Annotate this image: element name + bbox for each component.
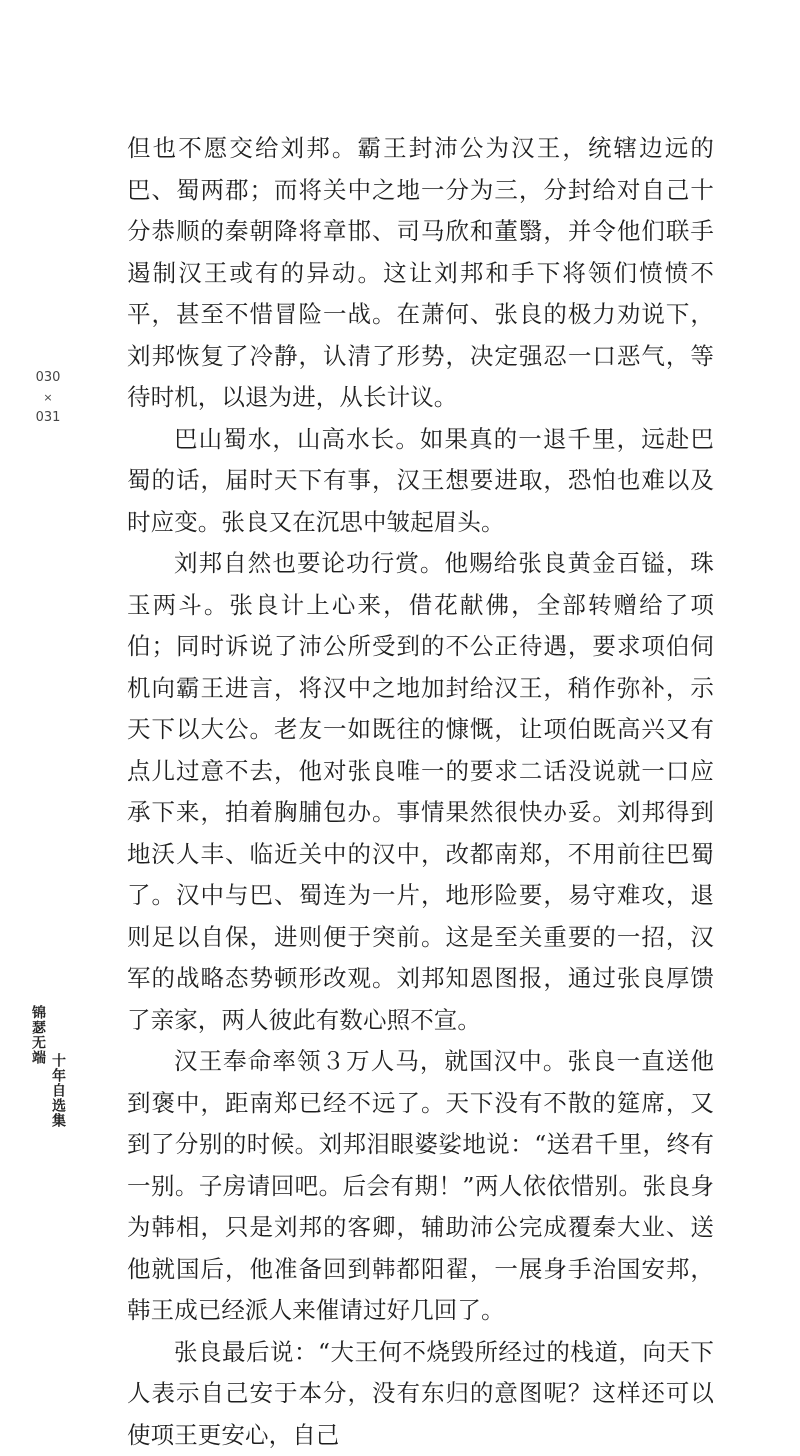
- paragraph: 刘邦自然也要论功行赏。他赐给张良黄金百镒，珠玉两斗。张良计上心来，借花献佛，全部转赠给了项伯；同时诉说了沛公所受到的不公正待遇，要求项伯伺机向霸王进言，将汉中之地加封给汉王，稍作弥补，示天下以大公。老友一如既往的慷慨，让项伯既高兴又有点儿过意不去，他对张良唯一的要求二话没说就一口应承下来，拍着胸脯包办。事情果然很快办妥。刘邦得到地沃人丰、临近关中的汉中，改都南郑，不用前往巴蜀了。汉中与巴、蜀连为一片，地形险要，易守难攻，退则足以自保，进则便于突前。这是至关重要的一招，汉军的战略态势顿形改观。刘邦知恩图报，通过张良厚馈了亲家，两人彼此有数心照不宣。: [127, 543, 714, 1041]
- page-number: [28, 368, 68, 428]
- paragraph: 张良最后说：“大王何不烧毁所经过的栈道，向天下人表示自己安于本分，没有东归的意图呢？这样还可以使项王更安心，自己: [127, 1332, 714, 1456]
- body-text: [127, 128, 714, 1456]
- book-subtitle: 十年自选集: [50, 1053, 65, 1128]
- page-number-separator: ×: [28, 388, 68, 408]
- page-number-left: 030: [28, 368, 68, 388]
- paragraph: 汉王奉命率领３万人马，就国汉中。张良一直送他到褒中，距南郑已经不远了。天下没有不散的筵席，又到了分别的时候。刘邦泪眼婆娑地说：“送君千里，终有一别。子房请回吧。后会有期！”两人依依惜别。张良身为韩相，只是刘邦的客卿，辅助沛公完成覆秦大业、送他就国后，他准备回到韩都阳翟，一展身手治国安邦，韩王成已经派人来催请过好几回了。: [127, 1041, 714, 1332]
- paragraph: 但也不愿交给刘邦。霸王封沛公为汉王，统辖边远的巴、蜀两郡；而将关中之地一分为三，分封给对自己十分恭顺的秦朝降将章邯、司马欣和董翳，并令他们联手遏制汉王或有的异动。这让刘邦和手下将领们愤愤不平，甚至不惜冒险一战。在萧何、张良的极力劝说下，刘邦恢复了冷静，认清了形势，决定强忍一口恶气，等待时机，以退为进，从长计议。: [127, 128, 714, 419]
- paragraph: 巴山蜀水，山高水长。如果真的一退千里，远赴巴蜀的话，届时天下有事，汉王想要进取，恐怕也难以及时应变。张良又在沉思中皱起眉头。: [127, 419, 714, 544]
- page-number-right: 031: [28, 408, 68, 428]
- book-title: 锦瑟无端: [30, 1005, 45, 1065]
